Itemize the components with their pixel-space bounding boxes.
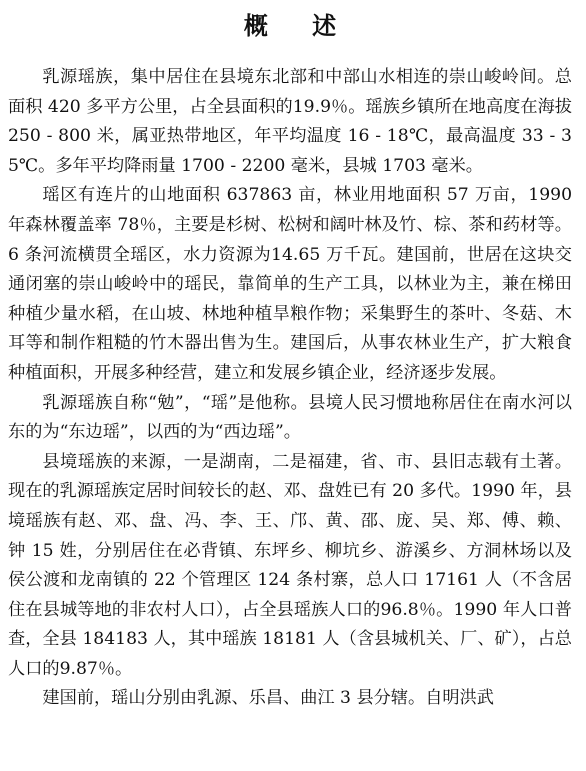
page-title: 概 述 <box>243 12 355 40</box>
paragraph-2: 瑶区有连片的山地面积 637863 亩，林业用地面积 57 万亩，1990 年森林覆盖率 78％，主要是杉树、松树和阔叶林及竹、棕、茶和药材等。6 条河流横贯全瑶区，水力资源为14.65 万千瓦。建国前，世居在这块交通闭塞的崇山峻岭中的瑶民，靠简单的生产工具，以林业为主，兼在梯田种植少量水稻，在山坡、林地种植旱粮作物；采集野生的茶叶、冬菇、木耳等和制作粗糙的竹木器出售为生。建国后，从事农林业生产，扩大粮食种植面积，开展多种经营，建立和发展乡镇企业，经济逐步发展。 <box>8 185 572 383</box>
paragraph-3: 乳源瑶族自称“勉”，“瑶”是他称。县境人民习惯地称居住在南水河以东的为“东边瑶”，以西的为“西边瑶”。 <box>8 392 572 443</box>
paragraph-4: 县境瑶族的来源，一是湖南，二是福建，省、市、县旧志载有土著。现在的乳源瑶族定居时间较长的赵、邓、盘姓已有 20 多代。1990 年，县境瑶族有赵、邓、盘、冯、李、王、邝、黄、邵、庞、吴、郑、傅、赖、钟 15 姓，分别居住在必背镇、东坪乡、柳坑乡、游溪乡、方洞林场以及侯公渡和龙南镇的 22 个管理区 124 条村寨，总人口 17161 人（不含居住在县城等地的非农村人口），占全县瑶族人口的96.8％。1990 年人口普查，全县 184183 人，其中瑶族 18181 人（含县城机关、厂、矿），占总人口的9.87％。 <box>8 451 572 679</box>
paragraph-5: 建国前，瑶山分别由乳源、乐昌、曲江 3 县分辖。自明洪武 <box>42 688 494 709</box>
paragraph-1: 乳源瑶族，集中居住在县境东北部和中部山水相连的崇山峻岭间。总面积 420 多平方公里，占全县面积的19.9％。瑶族乡镇所在地高度在海拔 250 - 800 米，属亚热带地区，年平均温度 16 - 18℃，最高温度 33 - 35℃。多年平均降雨量 1700 - 2200 毫米，县城 1703 毫米。 <box>8 67 572 176</box>
